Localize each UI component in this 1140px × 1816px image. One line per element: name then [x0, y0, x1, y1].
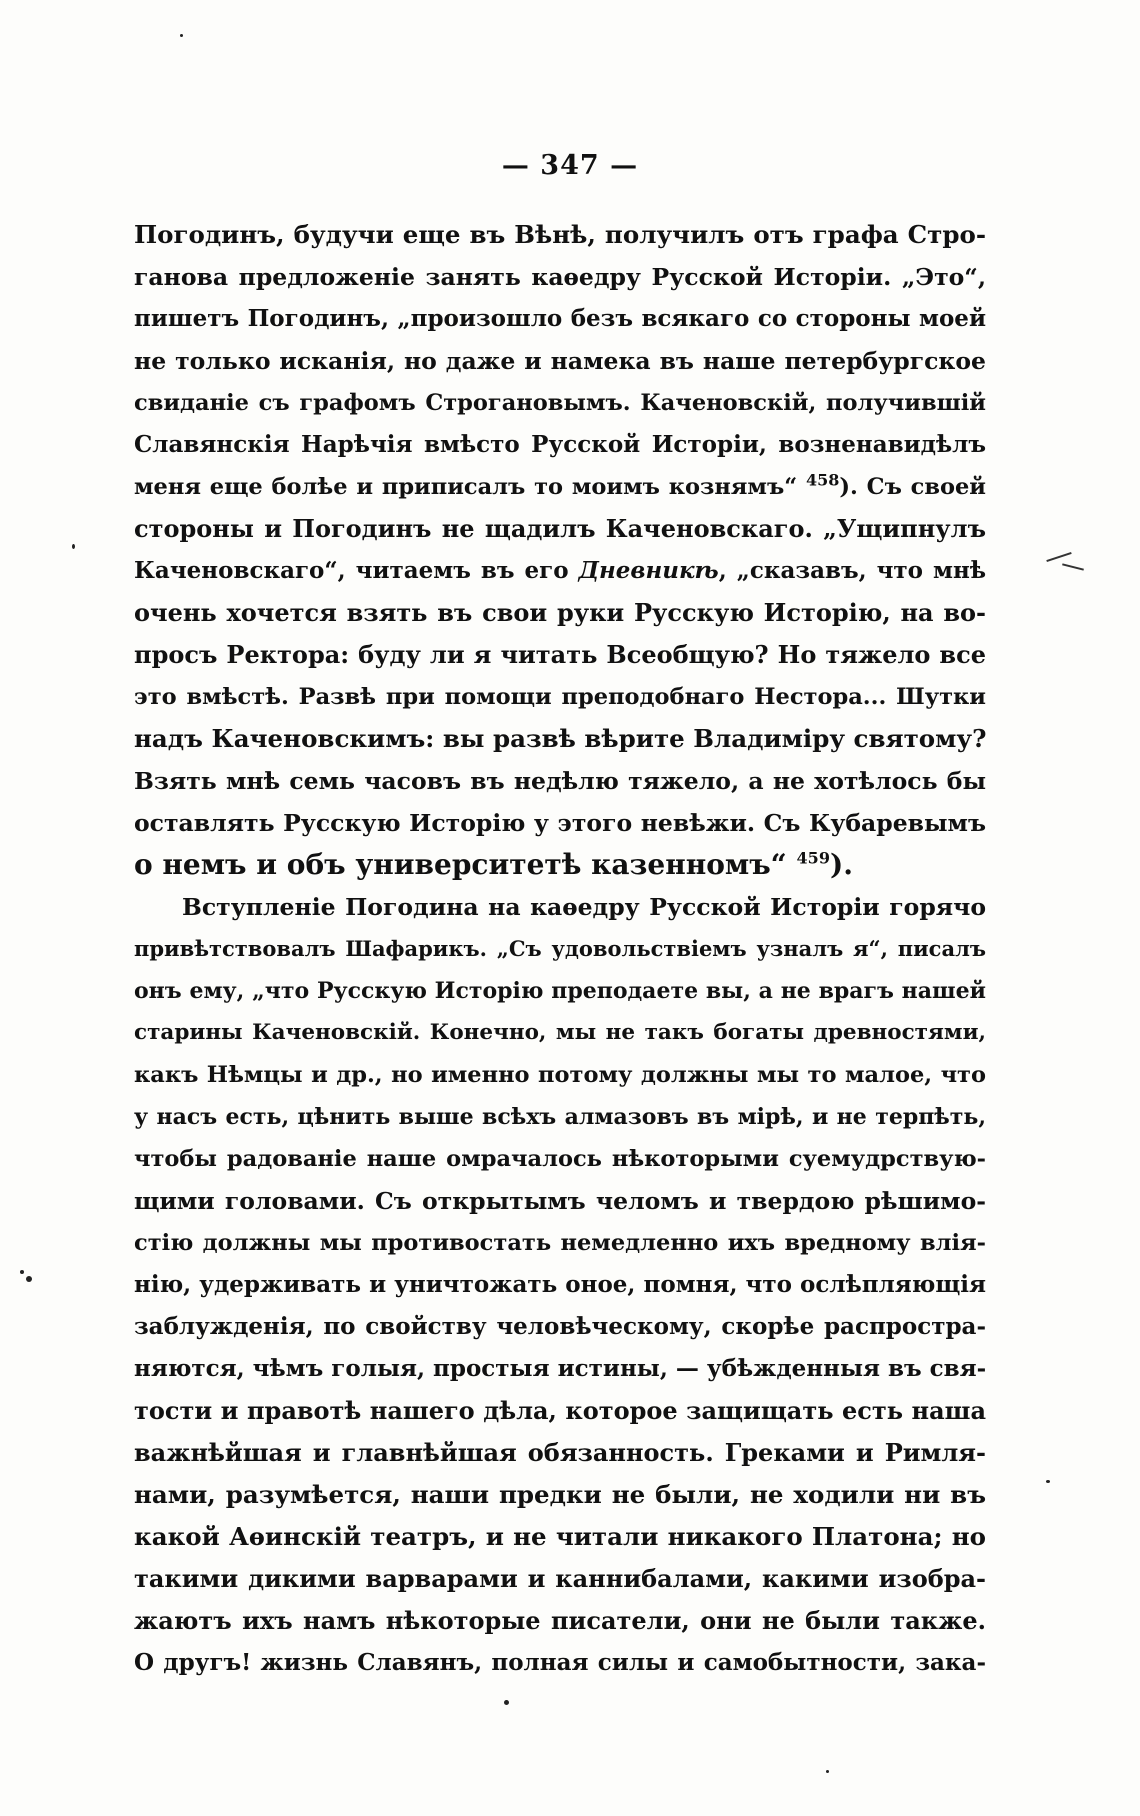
- page-number: — 347 —: [501, 150, 639, 181]
- text-line: тости и правотѣ нашего дѣла, которое защищать есть наша: [134, 1396, 986, 1425]
- text-line: просъ Ректора: буду ли я читать Всеобщую? Но тяжело все: [134, 640, 986, 669]
- text-line: надъ Каченовскимъ: вы развѣ вѣрите Владиміру святому?: [134, 724, 986, 753]
- scan-speck: [26, 1276, 32, 1282]
- text-line: такими дикими варварами и каннибалами, какими изобра-: [134, 1564, 986, 1593]
- italic-title: Дневникѣ: [578, 557, 719, 584]
- text-line: няются, чѣмъ голыя, простыя истины, — убѣжденныя въ свя-: [134, 1355, 986, 1382]
- text-line: Погодинъ, будучи еще въ Вѣнѣ, получилъ отъ графа Стро-: [134, 220, 986, 249]
- text-line: нами, разумѣется, наши предки не были, не ходили ни въ: [134, 1480, 986, 1509]
- text-line: старины Каченовскій. Конечно, мы не такъ богаты древностями,: [134, 1020, 986, 1045]
- text-segment: , „сказавъ, что мнѣ: [718, 557, 986, 584]
- text-line: привѣтствовалъ Шафарикъ. „Съ удовольствіемъ узналъ я“, писалъ: [134, 936, 986, 961]
- text-line: важнѣйшая и главнѣйшая обязанность. Греками и Римля-: [134, 1438, 986, 1467]
- text-line: жаютъ ихъ намъ нѣкоторые писатели, они не были также.: [134, 1606, 986, 1635]
- text-line: пишетъ Погодинъ, „произошло безъ всякаго со стороны моей: [134, 305, 986, 332]
- text-line: чтобы радованіе наше омрачалось нѣкоторыми суемудрствую-: [134, 1146, 986, 1172]
- text-line: онъ ему, „что Русскую Исторію преподаете вы, а не врагъ нашей: [134, 978, 986, 1004]
- margin-mark: [1046, 552, 1071, 562]
- text-line: стію должны мы противостать немедленно ихъ вредному влія-: [134, 1230, 986, 1256]
- scan-speck: [826, 1770, 829, 1773]
- text-line: стороны и Погодинъ не щадилъ Каченовскаго. „Ущипнулъ: [134, 514, 986, 543]
- footnote-reference: 458: [805, 470, 840, 490]
- body-text: [134, 214, 986, 1684]
- text-line: не только исканія, но даже и намека въ наше петербургское: [134, 347, 986, 375]
- text-line: Славянскія Нарѣчія вмѣсто Русской Исторіи, возненавидѣлъ: [134, 431, 986, 458]
- text-line: щими головами. Съ открытымъ челомъ и твердою рѣшимо-: [134, 1187, 986, 1215]
- text-line: [134, 466, 986, 508]
- scan-speck: [180, 34, 183, 37]
- scan-speck: [1046, 1480, 1050, 1483]
- text-line: Вступленіе Погодина на каѳедру Русской Исторіи горячо: [182, 893, 986, 921]
- margin-mark: [1062, 563, 1084, 570]
- text-segment: о немъ и объ университетѣ казенномъ“: [134, 848, 797, 881]
- scan-speck: [72, 544, 75, 549]
- text-line: свиданіе съ графомъ Строгановымъ. Каченовскій, получившій: [134, 390, 986, 416]
- scan-speck: [504, 1700, 509, 1705]
- text-line: у насъ есть, цѣнить выше всѣхъ алмазовъ въ мірѣ, и не терпѣть,: [134, 1104, 986, 1130]
- text-line: [134, 844, 986, 886]
- footnote-reference: 459: [796, 848, 830, 868]
- text-line: какой Аѳинскій театръ, и не читали никакого Платона; но: [134, 1522, 986, 1551]
- text-line: очень хочется взять въ свои руки Русскую Исторію, на во-: [134, 598, 986, 627]
- text-line: [134, 550, 986, 592]
- text-line: это вмѣстѣ. Развѣ при помощи преподобнаго Нестора... Шутки: [134, 684, 986, 710]
- text-line: О другъ! жизнь Славянъ, полная силы и самобытности, зака-: [134, 1649, 986, 1676]
- text-line: нію, удерживать и уничтожать оное, помня, что ослѣпляющія: [134, 1271, 986, 1298]
- text-line: заблужденія, по свойству человѣческому, скорѣе распростра-: [134, 1313, 986, 1340]
- text-segment: ). Съ своей: [839, 474, 986, 500]
- text-segment: ).: [829, 848, 853, 881]
- scan-speck: [20, 1270, 24, 1274]
- text-line: оставлять Русскую Исторію у этого невѣжи. Съ Кубаревымъ: [134, 809, 986, 837]
- text-line: ганова предложеніе занять каѳедру Русской Исторіи. „Это“,: [134, 263, 986, 291]
- text-line: Взять мнѣ семь часовъ въ недѣлю тяжело, а не хотѣлось бы: [134, 767, 986, 795]
- text-segment: Каченовскаго“, читаемъ въ его: [134, 557, 579, 584]
- text-segment: меня еще болѣе и приписалъ то моимъ кознямъ“: [134, 474, 806, 500]
- text-line: какъ Нѣмцы и др., но именно потому должны мы то малое, что: [134, 1062, 986, 1088]
